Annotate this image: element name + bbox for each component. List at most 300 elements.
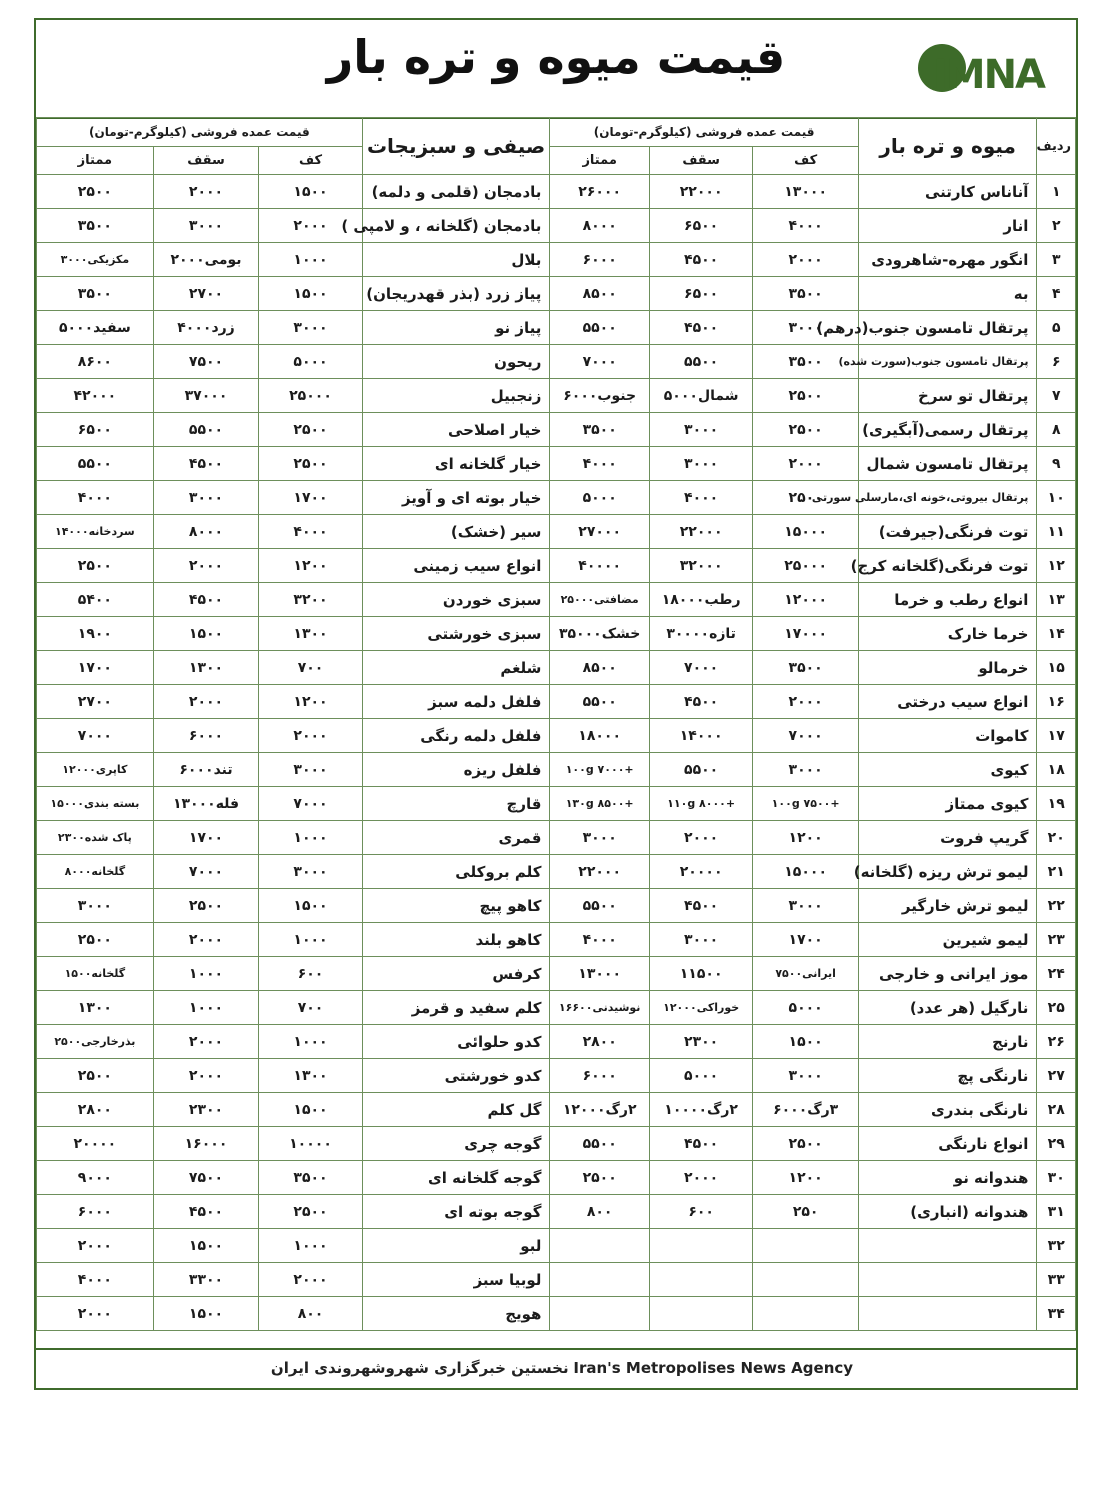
row-number: ۵: [1037, 311, 1076, 345]
fruit-premium-price: ۲۶۰۰۰: [550, 175, 649, 209]
col-fruit-low: کف: [753, 146, 859, 175]
veg-high-price: ۳۷۰۰۰: [153, 379, 259, 413]
fruit-low-price: ۱۵۰۰: [753, 1025, 859, 1059]
veg-high-price: ۲۵۰۰: [153, 889, 259, 923]
fruit-high-price: ۱۴۰۰۰: [649, 719, 752, 753]
veg-low-price: ۱۰۰۰: [259, 1025, 362, 1059]
fruit-low-price: ۱۷۰۰: [753, 923, 859, 957]
table-row: [37, 311, 1076, 345]
row-number: ۲۲: [1037, 889, 1076, 923]
veg-high-price: ۲۳۰۰: [153, 1093, 259, 1127]
veg-low-price: ۱۰۰۰: [259, 923, 362, 957]
fruit-high-price: ۳۰۰۰: [649, 447, 752, 481]
table-row: [37, 1297, 1076, 1331]
veg-premium-price: ۴۰۰۰: [37, 1263, 154, 1297]
veg-high-price: ۲۰۰۰: [153, 549, 259, 583]
veg-high-price: ۶۰۰۰: [153, 719, 259, 753]
fruit-high-price: ۴۵۰۰: [649, 889, 752, 923]
fruit-low-price: ۲۰۰۰: [753, 685, 859, 719]
fruit-low-price: ۱۵۰۰۰: [753, 855, 859, 889]
veg-low-price: ۱۰۰۰: [259, 243, 362, 277]
fruit-low-price: ۳۰۰۰: [753, 753, 859, 787]
veg-name: سبزی خورشتی: [362, 617, 550, 651]
veg-low-price: ۱۰۰۰۰: [259, 1127, 362, 1161]
col-veg-high: سقف: [153, 146, 259, 175]
veg-high-price: فله۱۳۰۰۰: [153, 787, 259, 821]
fruit-premium-price: ۶۰۰۰: [550, 243, 649, 277]
fruit-name: کیوی: [858, 753, 1037, 787]
table-row: [37, 1025, 1076, 1059]
table-row: [37, 1195, 1076, 1229]
row-number: ۹: [1037, 447, 1076, 481]
fruit-high-price: ۳۰۰۰: [649, 413, 752, 447]
fruit-low-price: ۵۰۰۰: [753, 991, 859, 1025]
fruit-high-price: ۲۲۰۰۰: [649, 515, 752, 549]
veg-premium-price: ۳۰۰۰: [37, 889, 154, 923]
veg-name: سیر (خشک): [362, 515, 550, 549]
fruit-name: پرتقال رسمی(آبگیری): [858, 413, 1037, 447]
fruit-low-price: ۳۵۰۰: [753, 277, 859, 311]
fruit-low-price: +۱۰۰g ۷۵۰۰: [753, 787, 859, 821]
veg-premium-price: ۶۰۰۰: [37, 1195, 154, 1229]
veg-low-price: ۱۲۰۰: [259, 685, 362, 719]
row-number: ۳۳: [1037, 1263, 1076, 1297]
veg-name: فلفل دلمه رنگی: [362, 719, 550, 753]
veg-high-price: ۲۰۰۰: [153, 1025, 259, 1059]
fruit-premium-price: جنوب۶۰۰۰: [550, 379, 649, 413]
veg-premium-price: ۴۲۰۰۰: [37, 379, 154, 413]
fruit-name: خرما خارک: [858, 617, 1037, 651]
veg-name: بادمجان (گلخانه ، و لامپی ): [362, 209, 550, 243]
fruit-premium-price: [550, 1297, 649, 1331]
col-fruit-price-group: قیمت عمده فروشی (کیلوگرم-تومان): [550, 118, 858, 147]
fruit-premium-price: [550, 1263, 649, 1297]
fruit-premium-price: ۵۵۰۰: [550, 685, 649, 719]
veg-name: کاهو بلند: [362, 923, 550, 957]
price-table-body: [37, 175, 1076, 1331]
fruit-name: به: [858, 277, 1037, 311]
row-number: ۳۴: [1037, 1297, 1076, 1331]
row-number: ۱۵: [1037, 651, 1076, 685]
fruit-premium-price: ۶۰۰۰: [550, 1059, 649, 1093]
fruit-name: لیمو ترش ریزه (گلخانه): [858, 855, 1037, 889]
veg-low-price: ۳۵۰۰: [259, 1161, 362, 1195]
veg-low-price: ۲۵۰۰: [259, 1195, 362, 1229]
veg-premium-price: سفید۵۰۰۰: [37, 311, 154, 345]
fruit-high-price: ۲رگ۱۰۰۰۰: [649, 1093, 752, 1127]
fruit-high-price: ۵۵۰۰: [649, 345, 752, 379]
table-row: [37, 1229, 1076, 1263]
veg-name: گوجه بوته ای: [362, 1195, 550, 1229]
fruit-low-price: ۱۳۰۰۰: [753, 175, 859, 209]
veg-premium-price: گلخانه۸۰۰۰: [37, 855, 154, 889]
fruit-premium-price: ۵۵۰۰: [550, 889, 649, 923]
fruit-low-price: ۳۰۰۰: [753, 1059, 859, 1093]
veg-high-price: ۱۵۰۰: [153, 1297, 259, 1331]
fruit-premium-price: +۱۰۰g ۷۰۰۰: [550, 753, 649, 787]
table-row: [37, 1263, 1076, 1297]
row-number: ۱۳: [1037, 583, 1076, 617]
veg-name: بادمجان (قلمی و دلمه): [362, 175, 550, 209]
veg-premium-price: بذرخارجی۲۵۰۰: [37, 1025, 154, 1059]
veg-high-price: ۷۰۰۰: [153, 855, 259, 889]
fruit-name: کاموات: [858, 719, 1037, 753]
fruit-high-price: ۳۲۰۰۰: [649, 549, 752, 583]
fruit-high-price: [649, 1297, 752, 1331]
veg-low-price: ۱۵۰۰: [259, 1093, 362, 1127]
fruit-name: انواع رطب و خرما: [858, 583, 1037, 617]
col-fruit-high: سقف: [649, 146, 752, 175]
row-number: ۳۲: [1037, 1229, 1076, 1263]
table-row: [37, 923, 1076, 957]
row-number: ۳۰: [1037, 1161, 1076, 1195]
row-number: ۱۸: [1037, 753, 1076, 787]
veg-name: فلفل ریزه: [362, 753, 550, 787]
veg-high-price: ۴۵۰۰: [153, 583, 259, 617]
fruit-high-price: ۲۳۰۰: [649, 1025, 752, 1059]
fruit-low-price: ۱۲۰۰: [753, 821, 859, 855]
veg-high-price: ۲۰۰۰: [153, 1059, 259, 1093]
fruit-name: لیمو ترش خارگیر: [858, 889, 1037, 923]
fruit-high-price: ۴۵۰۰: [649, 685, 752, 719]
imna-logo: [914, 30, 1066, 106]
row-number: ۲۴: [1037, 957, 1076, 991]
veg-premium-price: ۵۴۰۰: [37, 583, 154, 617]
veg-low-price: ۷۰۰: [259, 651, 362, 685]
fruit-premium-price: ۱۳۰۰۰: [550, 957, 649, 991]
veg-premium-price: ۱۷۰۰: [37, 651, 154, 685]
fruit-low-price: ۲۵۰۰۰: [753, 549, 859, 583]
table-row: [37, 651, 1076, 685]
fruit-name: آناناس کارتنی: [858, 175, 1037, 209]
veg-name: لوبیا سبز: [362, 1263, 550, 1297]
veg-high-price: ۵۵۰۰: [153, 413, 259, 447]
fruit-high-price: ۲۰۰۰: [649, 821, 752, 855]
fruit-name: انار: [858, 209, 1037, 243]
fruit-name: هندوانه نو: [858, 1161, 1037, 1195]
fruit-name: پرتقال تامسون جنوب(درهم): [858, 311, 1037, 345]
veg-high-price: ۱۶۰۰۰: [153, 1127, 259, 1161]
row-number: ۲۰: [1037, 821, 1076, 855]
col-fruit: میوه و تره بار: [858, 118, 1037, 175]
fruit-name: انواع سیب درختی: [858, 685, 1037, 719]
row-number: ۱۹: [1037, 787, 1076, 821]
table-row: [37, 413, 1076, 447]
table-row: [37, 685, 1076, 719]
fruit-premium-price: ۷۰۰۰: [550, 345, 649, 379]
fruit-name: هندوانه (انباری): [858, 1195, 1037, 1229]
col-veg-premium: ممتاز: [37, 146, 154, 175]
veg-name: پیاز نو: [362, 311, 550, 345]
veg-premium-price: ۱۳۰۰: [37, 991, 154, 1025]
veg-name: کلم سفید و قرمز: [362, 991, 550, 1025]
table-row: [37, 277, 1076, 311]
table-row: [37, 209, 1076, 243]
fruit-high-price: ۲۰۰۰: [649, 1161, 752, 1195]
fruit-name: [858, 1297, 1037, 1331]
fruit-low-price: [753, 1297, 859, 1331]
row-number: ۸: [1037, 413, 1076, 447]
veg-low-price: ۷۰۰۰: [259, 787, 362, 821]
veg-low-price: ۲۵۰۰: [259, 447, 362, 481]
veg-low-price: ۴۰۰۰: [259, 515, 362, 549]
price-sheet: [34, 18, 1078, 1390]
fruit-premium-price: ۵۵۰۰: [550, 1127, 649, 1161]
table-row: [37, 855, 1076, 889]
fruit-low-price: ۳۰۰۰: [753, 889, 859, 923]
col-fruit-premium: ممتاز: [550, 146, 649, 175]
row-number: ۱۰: [1037, 481, 1076, 515]
veg-high-price: ۲۷۰۰: [153, 277, 259, 311]
veg-low-price: ۷۰۰: [259, 991, 362, 1025]
table-row: [37, 719, 1076, 753]
fruit-premium-price: [550, 1229, 649, 1263]
col-veg-low: کف: [259, 146, 362, 175]
fruit-premium-price: ۲۷۰۰۰: [550, 515, 649, 549]
logo-text: IMNA: [932, 52, 1044, 98]
fruit-name: نارگیل (هر عدد): [858, 991, 1037, 1025]
footer-fa: نخستین خبرگزاری شهروشهروندی ایران: [270, 1359, 569, 1377]
veg-name: فلفل دلمه سبز: [362, 685, 550, 719]
fruit-name: گریپ فروت: [858, 821, 1037, 855]
fruit-high-price: ۲۰۰۰۰: [649, 855, 752, 889]
table-row: [37, 1161, 1076, 1195]
fruit-premium-price: ۳۰۰۰: [550, 821, 649, 855]
fruit-name: انواع نارنگی: [858, 1127, 1037, 1161]
fruit-low-price: ۱۲۰۰: [753, 1161, 859, 1195]
table-row: [37, 787, 1076, 821]
veg-low-price: ۳۰۰۰: [259, 311, 362, 345]
row-number: ۲۳: [1037, 923, 1076, 957]
veg-low-price: ۳۲۰۰: [259, 583, 362, 617]
veg-name: هویج: [362, 1297, 550, 1331]
fruit-high-price: ۴۵۰۰: [649, 1127, 752, 1161]
fruit-low-price: [753, 1263, 859, 1297]
row-number: ۱۲: [1037, 549, 1076, 583]
veg-name: گوجه گلخانه ای: [362, 1161, 550, 1195]
row-number: ۴: [1037, 277, 1076, 311]
table-row: [37, 243, 1076, 277]
fruit-name: [858, 1229, 1037, 1263]
row-number: ۷: [1037, 379, 1076, 413]
fruit-high-price: ۳۰۰۰: [649, 923, 752, 957]
veg-high-price: ۲۰۰۰: [153, 923, 259, 957]
fruit-premium-price: ۴۰۰۰۰: [550, 549, 649, 583]
veg-high-price: ۲۰۰۰: [153, 175, 259, 209]
fruit-premium-price: ۸۰۰۰: [550, 209, 649, 243]
row-number: ۲۸: [1037, 1093, 1076, 1127]
fruit-high-price: ۴۵۰۰: [649, 243, 752, 277]
fruit-high-price: ۶۵۰۰: [649, 209, 752, 243]
row-number: ۱۴: [1037, 617, 1076, 651]
row-number: ۱۷: [1037, 719, 1076, 753]
fruit-name: نارنگی بندری: [858, 1093, 1037, 1127]
veg-low-price: ۲۰۰۰: [259, 209, 362, 243]
fruit-high-price: ۵۰۰۰: [649, 1059, 752, 1093]
fruit-premium-price: ۵۰۰۰: [550, 481, 649, 515]
row-number: ۲۷: [1037, 1059, 1076, 1093]
fruit-high-price: ۷۰۰۰: [649, 651, 752, 685]
veg-premium-price: ۶۵۰۰: [37, 413, 154, 447]
fruit-premium-price: نوشیدنی۱۶۶۰۰: [550, 991, 649, 1025]
veg-name: لبو: [362, 1229, 550, 1263]
fruit-low-price: ۲۰۰۰: [753, 447, 859, 481]
fruit-low-price: ۱۲۰۰۰: [753, 583, 859, 617]
header: [36, 20, 1076, 119]
veg-premium-price: ۳۵۰۰: [37, 277, 154, 311]
row-number: ۳۱: [1037, 1195, 1076, 1229]
veg-high-price: ۱۰۰۰: [153, 991, 259, 1025]
fruit-name: نارنگی پچ: [858, 1059, 1037, 1093]
table-row: [37, 549, 1076, 583]
fruit-high-price: ۲۲۰۰۰: [649, 175, 752, 209]
fruit-high-price: ۴۰۰۰: [649, 481, 752, 515]
row-number: ۲: [1037, 209, 1076, 243]
veg-name: شلغم: [362, 651, 550, 685]
footer: [36, 1348, 1076, 1388]
fruit-premium-price: ۲۲۰۰۰: [550, 855, 649, 889]
fruit-high-price: خوراکی۱۲۰۰۰: [649, 991, 752, 1025]
veg-name: قمری: [362, 821, 550, 855]
veg-premium-price: ۱۹۰۰: [37, 617, 154, 651]
veg-premium-price: ۲۷۰۰: [37, 685, 154, 719]
fruit-name: خرمالو: [858, 651, 1037, 685]
table-row: [37, 345, 1076, 379]
veg-low-price: ۵۰۰۰: [259, 345, 362, 379]
veg-high-price: زرد۴۰۰۰: [153, 311, 259, 345]
veg-name: ریحون: [362, 345, 550, 379]
fruit-name: پرتقال تو سرخ: [858, 379, 1037, 413]
veg-name: خیار اصلاحی: [362, 413, 550, 447]
fruit-premium-price: ۵۵۰۰: [550, 311, 649, 345]
table-row: [37, 481, 1076, 515]
fruit-low-price: ۳۵۰۰: [753, 345, 859, 379]
veg-high-price: ۷۵۰۰: [153, 1161, 259, 1195]
table-row: [37, 821, 1076, 855]
veg-high-price: ۱۷۰۰: [153, 821, 259, 855]
veg-name: سبزی خوردن: [362, 583, 550, 617]
col-row-no: ردیف: [1037, 118, 1076, 175]
veg-name: زنجبیل: [362, 379, 550, 413]
veg-low-price: ۱۳۰۰: [259, 617, 362, 651]
fruit-low-price: ۲۵۰۰: [753, 413, 859, 447]
fruit-low-price: [753, 1229, 859, 1263]
veg-premium-price: ۵۵۰۰: [37, 447, 154, 481]
fruit-premium-price: ۴۰۰۰: [550, 447, 649, 481]
fruit-premium-price: ۴۰۰۰: [550, 923, 649, 957]
fruit-name: پرتقال تامسون جنوب(سورت شده): [858, 345, 1037, 379]
page-title: قیمت میوه و تره بار: [326, 30, 786, 84]
veg-name: کاهو پیچ: [362, 889, 550, 923]
veg-high-price: ۱۰۰۰: [153, 957, 259, 991]
fruit-low-price: ۱۵۰۰۰: [753, 515, 859, 549]
veg-low-price: ۲۵۰۰۰: [259, 379, 362, 413]
veg-low-price: ۸۰۰: [259, 1297, 362, 1331]
veg-name: بلال: [362, 243, 550, 277]
veg-high-price: تند۶۰۰۰: [153, 753, 259, 787]
veg-name: کرفس: [362, 957, 550, 991]
veg-premium-price: ۲۵۰۰: [37, 1059, 154, 1093]
veg-name: کدو خورشتی: [362, 1059, 550, 1093]
veg-high-price: ۴۵۰۰: [153, 1195, 259, 1229]
fruit-low-price: ۳۵۰۰: [753, 651, 859, 685]
fruit-high-price: ۴۵۰۰: [649, 311, 752, 345]
veg-name: گل کلم: [362, 1093, 550, 1127]
table-row: [37, 617, 1076, 651]
veg-high-price: بومی۲۰۰۰: [153, 243, 259, 277]
row-number: ۳: [1037, 243, 1076, 277]
veg-premium-price: مکزیکی۳۰۰۰: [37, 243, 154, 277]
fruit-high-price: [649, 1229, 752, 1263]
fruit-high-price: شمال۵۰۰۰: [649, 379, 752, 413]
fruit-low-price: ۳رگ۶۰۰۰: [753, 1093, 859, 1127]
row-number: ۱۱: [1037, 515, 1076, 549]
fruit-high-price: ۶۵۰۰: [649, 277, 752, 311]
veg-low-price: ۱۵۰۰: [259, 277, 362, 311]
veg-high-price: ۱۵۰۰: [153, 617, 259, 651]
fruit-low-price: ۴۰۰۰: [753, 209, 859, 243]
veg-low-price: ۱۰۰۰: [259, 821, 362, 855]
table-row: [37, 379, 1076, 413]
veg-high-price: ۳۰۰۰: [153, 481, 259, 515]
veg-high-price: ۴۵۰۰: [153, 447, 259, 481]
veg-low-price: ۶۰۰: [259, 957, 362, 991]
fruit-high-price: رطب۱۸۰۰۰: [649, 583, 752, 617]
veg-high-price: ۸۰۰۰: [153, 515, 259, 549]
table-row: [37, 957, 1076, 991]
veg-name: انواع سیب زمینی: [362, 549, 550, 583]
fruit-name: پرتقال تامسون شمال: [858, 447, 1037, 481]
fruit-premium-price: مضافتی۲۵۰۰۰: [550, 583, 649, 617]
fruit-name: موز ایرانی و خارجی: [858, 957, 1037, 991]
veg-high-price: ۲۰۰۰: [153, 685, 259, 719]
veg-low-price: ۲۰۰۰: [259, 719, 362, 753]
veg-name: کدو حلوائی: [362, 1025, 550, 1059]
row-number: ۲۵: [1037, 991, 1076, 1025]
fruit-premium-price: خشک۳۵۰۰۰: [550, 617, 649, 651]
table-row: [37, 515, 1076, 549]
veg-name: خیار گلخانه ای: [362, 447, 550, 481]
veg-low-price: ۲۵۰۰: [259, 413, 362, 447]
fruit-name: [858, 1263, 1037, 1297]
veg-high-price: ۱۳۰۰: [153, 651, 259, 685]
veg-name: خیار بوته ای و آویز: [362, 481, 550, 515]
table-row: [37, 1059, 1076, 1093]
fruit-high-price: [649, 1263, 752, 1297]
footer-en: Iran's Metropolises News Agency: [573, 1359, 854, 1377]
fruit-name: توت فرنگی(جیرفت): [858, 515, 1037, 549]
fruit-premium-price: +۱۳۰g ۸۵۰۰: [550, 787, 649, 821]
fruit-premium-price: ۱۸۰۰۰: [550, 719, 649, 753]
row-number: ۶: [1037, 345, 1076, 379]
table-row: [37, 1127, 1076, 1161]
veg-high-price: ۳۳۰۰: [153, 1263, 259, 1297]
veg-premium-price: ۲۸۰۰: [37, 1093, 154, 1127]
veg-premium-price: کاپری۱۲۰۰۰: [37, 753, 154, 787]
veg-premium-price: ۴۰۰۰: [37, 481, 154, 515]
veg-premium-price: ۲۵۰۰: [37, 175, 154, 209]
fruit-low-price: ۲۵۰: [753, 1195, 859, 1229]
veg-high-price: ۱۵۰۰: [153, 1229, 259, 1263]
fruit-low-price: ۳۰۰۰: [753, 311, 859, 345]
veg-low-price: ۲۰۰۰: [259, 1263, 362, 1297]
fruit-name: انگور مهره-شاهرودی: [858, 243, 1037, 277]
veg-premium-price: ۳۵۰۰: [37, 209, 154, 243]
fruit-name: نارنج: [858, 1025, 1037, 1059]
veg-premium-price: ۲۵۰۰: [37, 549, 154, 583]
veg-premium-price: سردخانه۱۴۰۰۰: [37, 515, 154, 549]
veg-premium-price: بسته بندی۱۵۰۰۰: [37, 787, 154, 821]
